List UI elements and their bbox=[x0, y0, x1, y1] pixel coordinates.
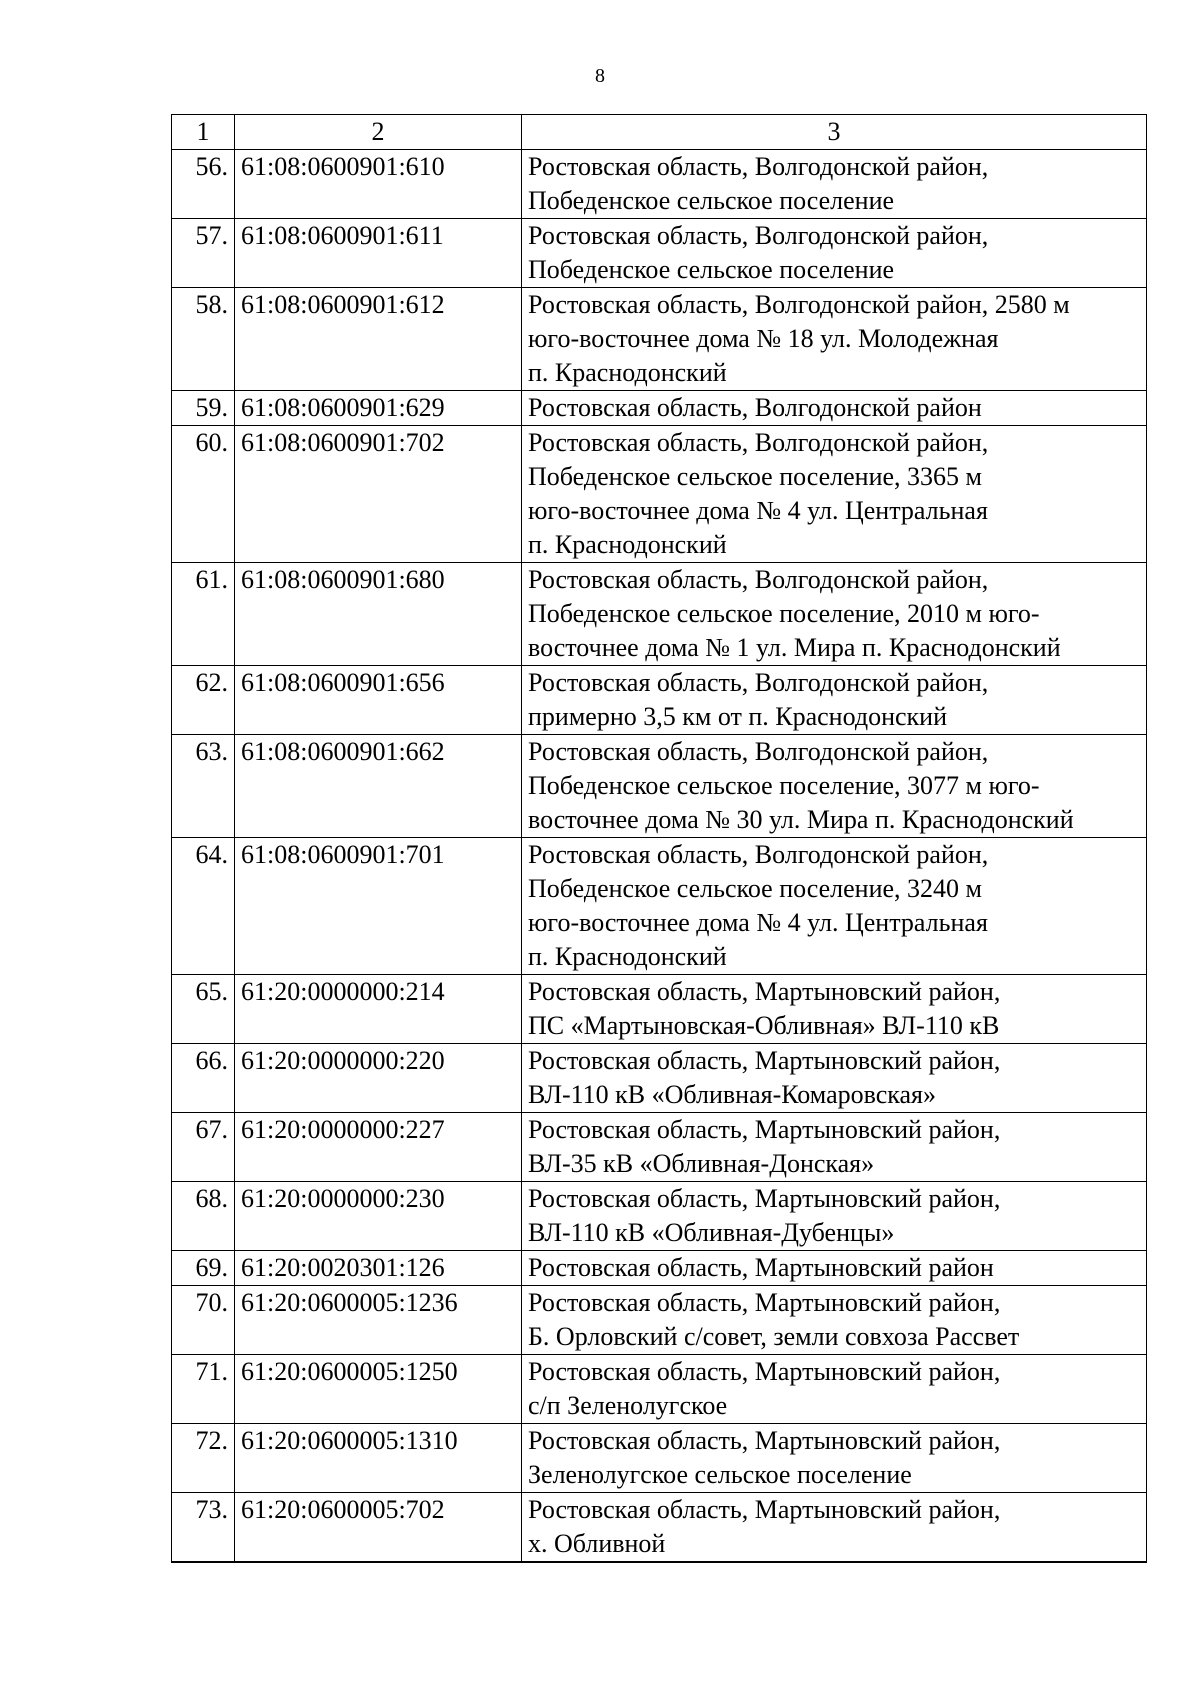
column-header-number: 1 bbox=[172, 115, 235, 150]
row-number-cell: 63. bbox=[172, 735, 235, 838]
column-header-cadastral: 2 bbox=[235, 115, 522, 150]
address-line: Победенское сельское поселение, 3365 м bbox=[528, 462, 982, 491]
table-row bbox=[172, 219, 1147, 288]
table-row bbox=[172, 391, 1147, 426]
address-cell bbox=[522, 735, 1147, 838]
address-cell bbox=[522, 426, 1147, 563]
cadastral-number-cell: 61:20:0000000:227 bbox=[235, 1113, 522, 1182]
address-cell bbox=[522, 1424, 1147, 1493]
table-row bbox=[172, 1251, 1147, 1286]
address-line: Победенское сельское поселение bbox=[528, 255, 895, 284]
row-number-cell: 70. bbox=[172, 1286, 235, 1355]
row-number-cell: 71. bbox=[172, 1355, 235, 1424]
table-row bbox=[172, 735, 1147, 838]
address-cell bbox=[522, 150, 1147, 219]
address-line: Ростовская область, Волгодонской район, bbox=[528, 152, 989, 181]
column-header-address: 3 bbox=[522, 115, 1147, 150]
address-line: Ростовская область, Мартыновский район, bbox=[528, 1184, 1001, 1213]
address-line: ВЛ-35 кВ «Обливная-Донская» bbox=[528, 1149, 875, 1178]
address-cell bbox=[522, 1044, 1147, 1113]
address-cell bbox=[522, 1355, 1147, 1424]
cadastral-number-cell: 61:08:0600901:611 bbox=[235, 219, 522, 288]
table-row bbox=[172, 1182, 1147, 1251]
address-line: Победенское сельское поселение bbox=[528, 186, 895, 215]
address-line: Ростовская область, Мартыновский район, bbox=[528, 1357, 1001, 1386]
address-line: юго-восточнее дома № 4 ул. Центральная bbox=[528, 908, 988, 937]
row-number-cell: 73. bbox=[172, 1493, 235, 1563]
address-cell bbox=[522, 1493, 1147, 1563]
row-number-cell: 58. bbox=[172, 288, 235, 391]
row-number-cell: 72. bbox=[172, 1424, 235, 1493]
address-line: восточнее дома № 30 ул. Мира п. Краснодонский bbox=[528, 805, 1074, 834]
address-line: Зеленолугское сельское поселение bbox=[528, 1460, 912, 1489]
table-row bbox=[172, 563, 1147, 666]
address-cell bbox=[522, 975, 1147, 1044]
address-cell bbox=[522, 288, 1147, 391]
row-number-cell: 61. bbox=[172, 563, 235, 666]
cadastral-number-cell: 61:20:0600005:702 bbox=[235, 1493, 522, 1563]
address-line: ВЛ-110 кВ «Обливная-Комаровская» bbox=[528, 1080, 937, 1109]
land-plots-table bbox=[171, 114, 1147, 1563]
row-number-cell: 62. bbox=[172, 666, 235, 735]
address-line: Ростовская область, Мартыновский район, bbox=[528, 1288, 1001, 1317]
row-number-cell: 65. bbox=[172, 975, 235, 1044]
row-number-cell: 67. bbox=[172, 1113, 235, 1182]
address-line: Ростовская область, Волгодонской район, bbox=[528, 737, 989, 766]
address-line: примерно 3,5 км от п. Краснодонский bbox=[528, 702, 947, 731]
address-line: Ростовская область, Волгодонской район, bbox=[528, 565, 989, 594]
address-line: Ростовская область, Мартыновский район, bbox=[528, 1495, 1001, 1524]
address-cell bbox=[522, 219, 1147, 288]
table-header-row bbox=[172, 115, 1147, 150]
address-line: х. Обливной bbox=[528, 1529, 666, 1558]
table-row bbox=[172, 838, 1147, 975]
address-line: Ростовская область, Мартыновский район, bbox=[528, 1046, 1001, 1075]
address-line: Победенское сельское поселение, 3240 м bbox=[528, 874, 982, 903]
table-row bbox=[172, 1424, 1147, 1493]
address-line: Победенское сельское поселение, 3077 м юго- bbox=[528, 771, 1040, 800]
address-cell bbox=[522, 391, 1147, 426]
address-cell bbox=[522, 1251, 1147, 1286]
address-line: с/п Зеленолугское bbox=[528, 1391, 728, 1420]
address-line: п. Краснодонский bbox=[528, 942, 727, 971]
cadastral-number-cell: 61:20:0000000:220 bbox=[235, 1044, 522, 1113]
address-line: ПС «Мартыновская-Обливная» ВЛ-110 кВ bbox=[528, 1011, 1000, 1040]
address-cell bbox=[522, 1286, 1147, 1355]
cadastral-number-cell: 61:20:0600005:1250 bbox=[235, 1355, 522, 1424]
cadastral-number-cell: 61:08:0600901:610 bbox=[235, 150, 522, 219]
row-number-cell: 68. bbox=[172, 1182, 235, 1251]
table-row bbox=[172, 426, 1147, 563]
address-line: Ростовская область, Мартыновский район bbox=[528, 1253, 994, 1282]
cadastral-number-cell: 61:08:0600901:701 bbox=[235, 838, 522, 975]
address-line: Ростовская область, Мартыновский район, bbox=[528, 1115, 1001, 1144]
cadastral-number-cell: 61:20:0000000:230 bbox=[235, 1182, 522, 1251]
table-row bbox=[172, 1286, 1147, 1355]
row-number-cell: 60. bbox=[172, 426, 235, 563]
address-cell bbox=[522, 1113, 1147, 1182]
cadastral-number-cell: 61:08:0600901:612 bbox=[235, 288, 522, 391]
address-cell bbox=[522, 838, 1147, 975]
cadastral-number-cell: 61:08:0600901:656 bbox=[235, 666, 522, 735]
address-cell bbox=[522, 666, 1147, 735]
address-line: Ростовская область, Волгодонской район, bbox=[528, 668, 989, 697]
address-line: п. Краснодонский bbox=[528, 530, 727, 559]
address-line: Ростовская область, Мартыновский район, bbox=[528, 977, 1001, 1006]
cadastral-number-cell: 61:08:0600901:629 bbox=[235, 391, 522, 426]
address-line: восточнее дома № 1 ул. Мира п. Краснодонский bbox=[528, 633, 1061, 662]
address-line: юго-восточнее дома № 18 ул. Молодежная bbox=[528, 324, 999, 353]
cadastral-number-cell: 61:08:0600901:662 bbox=[235, 735, 522, 838]
table-row bbox=[172, 1044, 1147, 1113]
cadastral-number-cell: 61:08:0600901:702 bbox=[235, 426, 522, 563]
row-number-cell: 69. bbox=[172, 1251, 235, 1286]
row-number-cell: 59. bbox=[172, 391, 235, 426]
cadastral-number-cell: 61:20:0600005:1236 bbox=[235, 1286, 522, 1355]
cadastral-number-cell: 61:20:0020301:126 bbox=[235, 1251, 522, 1286]
table-body bbox=[172, 150, 1147, 1563]
table-row bbox=[172, 150, 1147, 219]
address-line: Ростовская область, Волгодонской район bbox=[528, 393, 982, 422]
row-number-cell: 56. bbox=[172, 150, 235, 219]
cadastral-number-cell: 61:20:0000000:214 bbox=[235, 975, 522, 1044]
address-line: п. Краснодонский bbox=[528, 358, 727, 387]
table-row bbox=[172, 1355, 1147, 1424]
address-cell bbox=[522, 1182, 1147, 1251]
page-number: 8 bbox=[595, 65, 605, 87]
address-line: Ростовская область, Мартыновский район, bbox=[528, 1426, 1001, 1455]
table-row bbox=[172, 1493, 1147, 1563]
table-row bbox=[172, 1113, 1147, 1182]
cadastral-number-cell: 61:08:0600901:680 bbox=[235, 563, 522, 666]
address-line: юго-восточнее дома № 4 ул. Центральная bbox=[528, 496, 988, 525]
cadastral-number-cell: 61:20:0600005:1310 bbox=[235, 1424, 522, 1493]
table-row bbox=[172, 975, 1147, 1044]
address-cell bbox=[522, 563, 1147, 666]
address-line: Победенское сельское поселение, 2010 м юго- bbox=[528, 599, 1040, 628]
address-line: Ростовская область, Волгодонской район, bbox=[528, 221, 989, 250]
address-line: ВЛ-110 кВ «Обливная-Дубенцы» bbox=[528, 1218, 895, 1247]
row-number-cell: 64. bbox=[172, 838, 235, 975]
table-row bbox=[172, 666, 1147, 735]
table-row bbox=[172, 288, 1147, 391]
row-number-cell: 66. bbox=[172, 1044, 235, 1113]
address-line: Ростовская область, Волгодонской район, bbox=[528, 428, 989, 457]
row-number-cell: 57. bbox=[172, 219, 235, 288]
address-line: Б. Орловский с/совет, земли совхоза Рассвет bbox=[528, 1322, 1020, 1351]
address-line: Ростовская область, Волгодонской район, 2580 м bbox=[528, 290, 1070, 319]
address-line: Ростовская область, Волгодонской район, bbox=[528, 840, 989, 869]
